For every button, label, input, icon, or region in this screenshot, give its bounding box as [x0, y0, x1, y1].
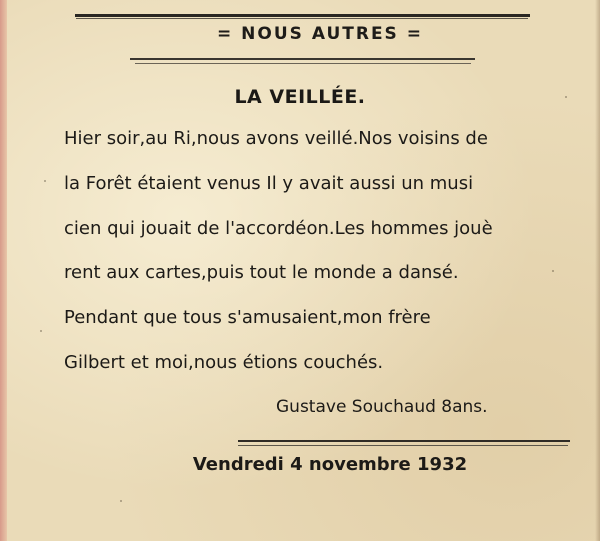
paper-speck — [120, 500, 122, 502]
issue-date: Vendredi 4 novembre 1932 — [192, 454, 468, 475]
header-underline — [130, 58, 475, 60]
bottom-rule-thin — [238, 445, 568, 446]
article-line: rent aux cartes,puis tout le monde a dansé. — [64, 262, 459, 284]
bottom-rule — [238, 440, 570, 442]
page-right-shadow — [595, 0, 600, 541]
page-left-edge — [0, 0, 7, 541]
article-line: Pendant que tous s'amusaient,mon frère — [64, 307, 431, 329]
article-title: LA VEILLÉE. — [234, 86, 366, 108]
paper-speck — [40, 330, 42, 332]
author-signature: Gustave Souchaud 8ans. — [276, 397, 488, 417]
publication-header: = NOUS AUTRES = — [217, 24, 423, 44]
top-rule — [75, 14, 530, 17]
article-line: Gilbert et moi,nous étions couchés. — [64, 351, 384, 373]
article-body — [64, 128, 594, 397]
paper-speck — [44, 180, 46, 182]
paper-speck — [565, 96, 567, 98]
article-line: cien qui jouait de l'accordéon.Les hommes jouè — [64, 217, 493, 239]
top-rule-thin — [76, 18, 528, 19]
header-underline-thin — [135, 63, 471, 64]
paper-speck — [552, 270, 554, 272]
article-line: la Forêt étaient venus Il y avait aussi un musi — [64, 172, 474, 194]
article-line: Hier soir,au Ri,nous avons veillé.Nos voisins de — [64, 128, 488, 149]
